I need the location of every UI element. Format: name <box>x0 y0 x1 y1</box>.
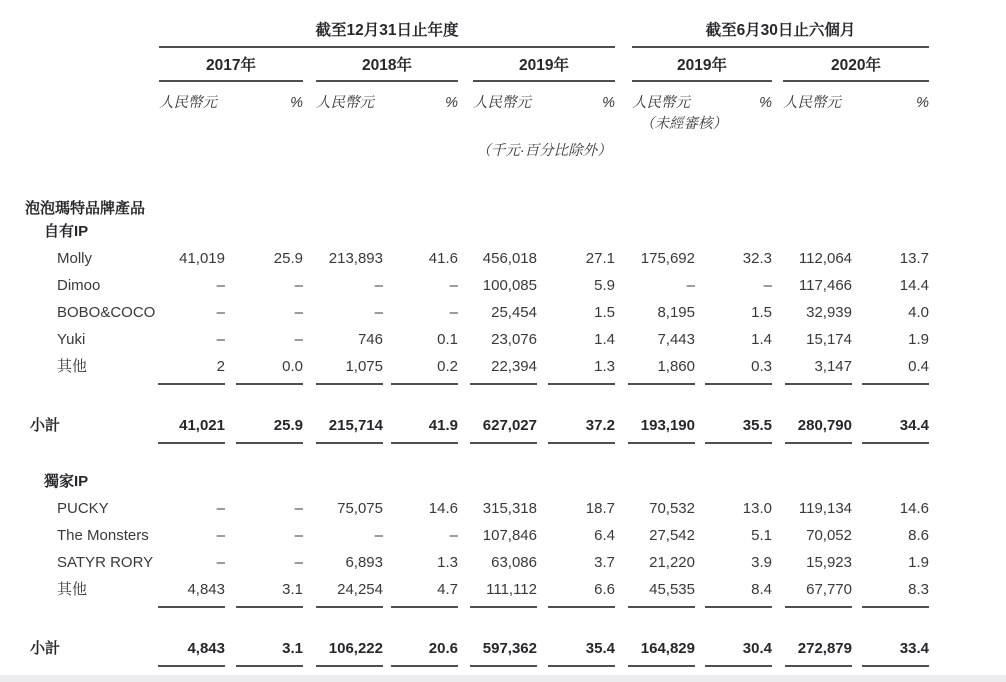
year-header: 2019年 <box>632 56 772 82</box>
value-cell <box>383 250 458 268</box>
table-row-bobo-coco <box>0 295 1006 322</box>
value: – <box>216 304 225 321</box>
value-cell <box>225 331 303 349</box>
value: 100,085 <box>482 277 537 294</box>
value: 1.5 <box>594 304 615 321</box>
value: – <box>294 554 303 571</box>
value-cell <box>225 500 303 518</box>
row-label: 自有IP <box>44 223 89 240</box>
row-label: 小計 <box>30 640 61 657</box>
value-cell <box>303 304 383 322</box>
value-cell <box>383 640 458 667</box>
value: – <box>449 277 458 294</box>
currency-header: 人民幣元 <box>316 95 374 111</box>
value: 41.6 <box>428 250 458 267</box>
bottom-scrollbar <box>0 675 1006 682</box>
percent-header: % <box>290 95 303 111</box>
value-cell <box>695 250 772 268</box>
value: – <box>294 304 303 321</box>
value: 24,254 <box>316 581 383 608</box>
value-cell <box>458 277 537 295</box>
table-row-others-exclusive-ip <box>0 572 1006 608</box>
value: 456,018 <box>482 250 537 267</box>
value-cell <box>537 358 615 385</box>
value: 175,692 <box>640 250 695 267</box>
value-cell <box>615 554 695 572</box>
year-header: 2017年 <box>159 56 303 82</box>
value: 112,064 <box>798 250 852 267</box>
value-cell <box>695 640 772 667</box>
value: 1.4 <box>594 331 615 348</box>
value: 1,075 <box>316 358 383 385</box>
value: 67,770 <box>785 581 852 608</box>
value: 7,443 <box>657 331 695 348</box>
value-cell <box>615 417 695 444</box>
value-cell <box>695 554 772 572</box>
value-cell <box>852 417 929 444</box>
table-row-exclusive-ip <box>0 468 1006 491</box>
value: 272,879 <box>785 640 852 667</box>
value: 15,174 <box>806 331 852 348</box>
value-cell <box>537 417 615 444</box>
row-label: Dimoo <box>57 277 101 294</box>
value-cell <box>383 500 458 518</box>
value: – <box>216 277 225 294</box>
value: 14.4 <box>899 277 929 294</box>
value: 41.9 <box>391 417 458 444</box>
value-cell <box>537 554 615 572</box>
row-label: SATYR RORY <box>57 554 154 571</box>
value-cell <box>303 250 383 268</box>
value-cell <box>458 640 537 667</box>
percent-header: % <box>916 95 929 111</box>
year-header-cell <box>303 56 458 82</box>
value: 3.7 <box>594 554 615 571</box>
percent-header: % <box>445 95 458 111</box>
value-cell <box>138 417 225 444</box>
value: 4.0 <box>908 304 929 321</box>
value: 20.6 <box>391 640 458 667</box>
table-row-own-ip <box>0 218 1006 241</box>
year-header-cell <box>772 56 929 82</box>
value: 119,134 <box>798 500 852 517</box>
value: 8.6 <box>908 527 929 544</box>
value: 32,939 <box>806 304 852 321</box>
year-header-row <box>0 48 1006 82</box>
value-cell <box>695 527 772 545</box>
year-header: 2019年 <box>473 56 615 82</box>
row-label: The Monsters <box>57 527 149 544</box>
value: 25.9 <box>273 250 303 267</box>
value-cell <box>695 358 772 385</box>
value-cell <box>303 277 383 295</box>
value-cell <box>138 304 225 322</box>
value: 25.9 <box>236 417 303 444</box>
value-cell <box>303 527 383 545</box>
value-cell <box>383 417 458 444</box>
value-cell <box>615 250 695 268</box>
value: 8.3 <box>862 581 929 608</box>
value-cell <box>458 358 537 385</box>
value: 1.4 <box>751 331 772 348</box>
value: – <box>374 277 383 294</box>
value-cell <box>383 331 458 349</box>
value-cell <box>615 304 695 322</box>
value-cell <box>383 527 458 545</box>
value: – <box>449 527 458 544</box>
value: 0.0 <box>236 358 303 385</box>
row-label: BOBO&COCO <box>57 304 156 321</box>
row-label: 其他 <box>57 581 88 598</box>
value: 34.4 <box>862 417 929 444</box>
year-header-cell <box>458 56 615 82</box>
year-header-cell <box>615 56 772 82</box>
value-cell <box>138 250 225 268</box>
value: 111,112 <box>470 581 537 608</box>
value: 164,829 <box>628 640 695 667</box>
currency-header: 人民幣元 <box>159 95 217 111</box>
value-cell <box>772 358 852 385</box>
value: 597,362 <box>470 640 537 667</box>
value-cell <box>852 250 929 268</box>
value-cell <box>537 527 615 545</box>
value: 75,075 <box>337 500 383 517</box>
row-label: Molly <box>57 250 93 267</box>
table-row-pucky <box>0 491 1006 518</box>
value: 193,190 <box>628 417 695 444</box>
value-cell <box>458 527 537 545</box>
value-cell <box>225 277 303 295</box>
value-cell <box>225 640 303 667</box>
value-cell <box>458 581 537 608</box>
value-cell <box>615 581 695 608</box>
value-cell <box>303 331 383 349</box>
value: 15,923 <box>806 554 852 571</box>
value-cell <box>537 304 615 322</box>
table-row-subtotal-own-ip <box>0 405 1006 444</box>
value: – <box>216 331 225 348</box>
value: 0.4 <box>862 358 929 385</box>
value: 8.4 <box>705 581 772 608</box>
value: 215,714 <box>316 417 383 444</box>
value: 45,535 <box>628 581 695 608</box>
value-cell <box>225 554 303 572</box>
value-cell <box>852 554 929 572</box>
value-cell <box>303 358 383 385</box>
table-row-subtotal-exclusive-ip <box>0 628 1006 667</box>
value-cell <box>772 277 852 295</box>
value: 27.1 <box>585 250 615 267</box>
table-row-satyr-rory <box>0 545 1006 572</box>
value: 746 <box>357 331 383 348</box>
value-cell <box>225 581 303 608</box>
value-cell <box>458 250 537 268</box>
value: 3.1 <box>236 640 303 667</box>
value: 70,532 <box>649 500 695 517</box>
value-cell <box>852 358 929 385</box>
value-cell <box>138 331 225 349</box>
value: 63,086 <box>491 554 537 571</box>
value: 13.0 <box>742 500 772 517</box>
table-row-others-own-ip <box>0 349 1006 385</box>
value: 3.1 <box>236 581 303 608</box>
value: 41,019 <box>179 250 225 267</box>
value: 1.3 <box>548 358 615 385</box>
value: – <box>763 277 772 294</box>
value-cell <box>383 358 458 385</box>
percent-header: % <box>602 95 615 111</box>
value-cell <box>225 304 303 322</box>
period-group-annual-cell <box>138 21 615 48</box>
table-row-yuki <box>0 322 1006 349</box>
value-cell <box>383 554 458 572</box>
value: 1.5 <box>751 304 772 321</box>
value: 22,394 <box>470 358 537 385</box>
value-cell <box>852 640 929 667</box>
value: – <box>374 304 383 321</box>
value: – <box>374 527 383 544</box>
value: 33.4 <box>862 640 929 667</box>
value-cell <box>537 277 615 295</box>
value: 1.9 <box>908 554 929 571</box>
column-header-row <box>0 82 1006 112</box>
value-cell <box>695 277 772 295</box>
value: 41,021 <box>158 417 225 444</box>
value-cell <box>303 500 383 518</box>
units-note-row <box>0 133 1006 160</box>
value: 5.9 <box>594 277 615 294</box>
value: 35.5 <box>705 417 772 444</box>
value-cell <box>772 500 852 518</box>
value: 280,790 <box>785 417 852 444</box>
value-cell <box>225 250 303 268</box>
value-cell <box>225 527 303 545</box>
value-cell <box>383 277 458 295</box>
value-cell <box>695 417 772 444</box>
value: 32.3 <box>742 250 772 267</box>
year-header: 2020年 <box>783 56 929 82</box>
period-header-interim: 截至6月30日止六個月 <box>632 21 929 48</box>
value-cell <box>303 554 383 572</box>
value: 18.7 <box>585 500 615 517</box>
value: 0.1 <box>437 331 458 348</box>
value: 25,454 <box>491 304 537 321</box>
value: 21,220 <box>649 554 695 571</box>
value-cell <box>772 417 852 444</box>
value: 14.6 <box>899 500 929 517</box>
value-cell <box>138 500 225 518</box>
value: – <box>686 277 695 294</box>
table-row-popmart-brand-products <box>0 196 1006 218</box>
value-cell <box>458 554 537 572</box>
percent-header: % <box>759 95 772 111</box>
period-header-annual: 截至12月31日止年度 <box>159 21 615 48</box>
table-row-molly <box>0 241 1006 268</box>
value-cell <box>695 500 772 518</box>
value: 1.3 <box>437 554 458 571</box>
value-cell <box>852 527 929 545</box>
value-cell <box>537 250 615 268</box>
value-cell <box>458 417 537 444</box>
row-label: 獨家IP <box>44 473 89 490</box>
value: 3,147 <box>785 358 852 385</box>
value-cell <box>772 331 852 349</box>
value-cell <box>458 304 537 322</box>
value: 117,466 <box>798 277 852 294</box>
value: 6.6 <box>548 581 615 608</box>
currency-header: 人民幣元 <box>632 95 690 111</box>
value: – <box>294 500 303 517</box>
row-label: 其他 <box>57 358 88 375</box>
value: 0.3 <box>705 358 772 385</box>
table-row-dimoo <box>0 268 1006 295</box>
value: – <box>449 304 458 321</box>
value: 315,318 <box>482 500 537 517</box>
value-cell <box>772 304 852 322</box>
value-cell <box>138 640 225 667</box>
value: 213,893 <box>328 250 383 267</box>
value: 70,052 <box>806 527 852 544</box>
value-cell <box>852 500 929 518</box>
value: – <box>294 277 303 294</box>
value: 3.9 <box>751 554 772 571</box>
value-cell <box>138 358 225 385</box>
value-cell <box>772 581 852 608</box>
value: 1.9 <box>908 331 929 348</box>
unaudited-row <box>0 112 1006 133</box>
value-cell <box>537 500 615 518</box>
currency-header: 人民幣元 <box>473 95 531 111</box>
value-cell <box>138 527 225 545</box>
value-cell <box>852 304 929 322</box>
value: 13.7 <box>899 250 929 267</box>
value-cell <box>537 581 615 608</box>
table-body <box>0 196 1006 667</box>
row-label: 小計 <box>30 417 61 434</box>
value: 4,843 <box>158 640 225 667</box>
value: 14.6 <box>428 500 458 517</box>
value-cell <box>537 331 615 349</box>
value-cell <box>615 527 695 545</box>
value-cell <box>225 358 303 385</box>
value-cell <box>537 640 615 667</box>
value: 6,893 <box>345 554 383 571</box>
value-cell <box>695 331 772 349</box>
unaudited-note: （未經審核） <box>640 116 727 132</box>
value: 6.4 <box>594 527 615 544</box>
value: – <box>294 527 303 544</box>
value-cell <box>772 554 852 572</box>
year-header: 2018年 <box>316 56 458 82</box>
value-cell <box>458 500 537 518</box>
value: 107,846 <box>482 527 537 544</box>
value: 37.2 <box>548 417 615 444</box>
table-row-the-monsters <box>0 518 1006 545</box>
value-cell <box>852 277 929 295</box>
value-cell <box>772 640 852 667</box>
value: 23,076 <box>491 331 537 348</box>
value: 4.7 <box>391 581 458 608</box>
value: 2 <box>158 358 225 385</box>
row-label: Yuki <box>57 331 86 348</box>
value: 35.4 <box>548 640 615 667</box>
value-cell <box>695 581 772 608</box>
value-cell <box>303 417 383 444</box>
value-cell <box>303 640 383 667</box>
value-cell <box>852 331 929 349</box>
value-cell <box>225 417 303 444</box>
value-cell <box>458 331 537 349</box>
value-cell <box>383 581 458 608</box>
value-cell <box>383 304 458 322</box>
value: – <box>216 500 225 517</box>
value: 106,222 <box>316 640 383 667</box>
value-cell <box>615 358 695 385</box>
row-label: PUCKY <box>57 500 109 517</box>
currency-header: 人民幣元 <box>783 95 841 111</box>
value-cell <box>615 500 695 518</box>
row-label: 泡泡瑪特品牌產品 <box>25 200 146 217</box>
value: 627,027 <box>470 417 537 444</box>
value: 27,542 <box>649 527 695 544</box>
value: – <box>216 527 225 544</box>
value: 4,843 <box>158 581 225 608</box>
value: – <box>216 554 225 571</box>
value: 0.2 <box>391 358 458 385</box>
year-header-cell <box>138 56 303 82</box>
value: 5.1 <box>751 527 772 544</box>
value-cell <box>615 640 695 667</box>
period-group-row <box>0 12 1006 48</box>
value-cell <box>772 527 852 545</box>
value: – <box>294 331 303 348</box>
period-group-interim-cell <box>615 21 929 48</box>
value-cell <box>303 581 383 608</box>
value-cell <box>615 277 695 295</box>
value-cell <box>138 581 225 608</box>
value-cell <box>138 277 225 295</box>
value: 8,195 <box>657 304 695 321</box>
value-cell <box>695 304 772 322</box>
value-cell <box>772 250 852 268</box>
value: 1,860 <box>628 358 695 385</box>
units-note: （千元·百分比除外） <box>476 143 612 159</box>
value-cell <box>138 554 225 572</box>
value-cell <box>852 581 929 608</box>
value-cell <box>615 331 695 349</box>
value: 30.4 <box>705 640 772 667</box>
